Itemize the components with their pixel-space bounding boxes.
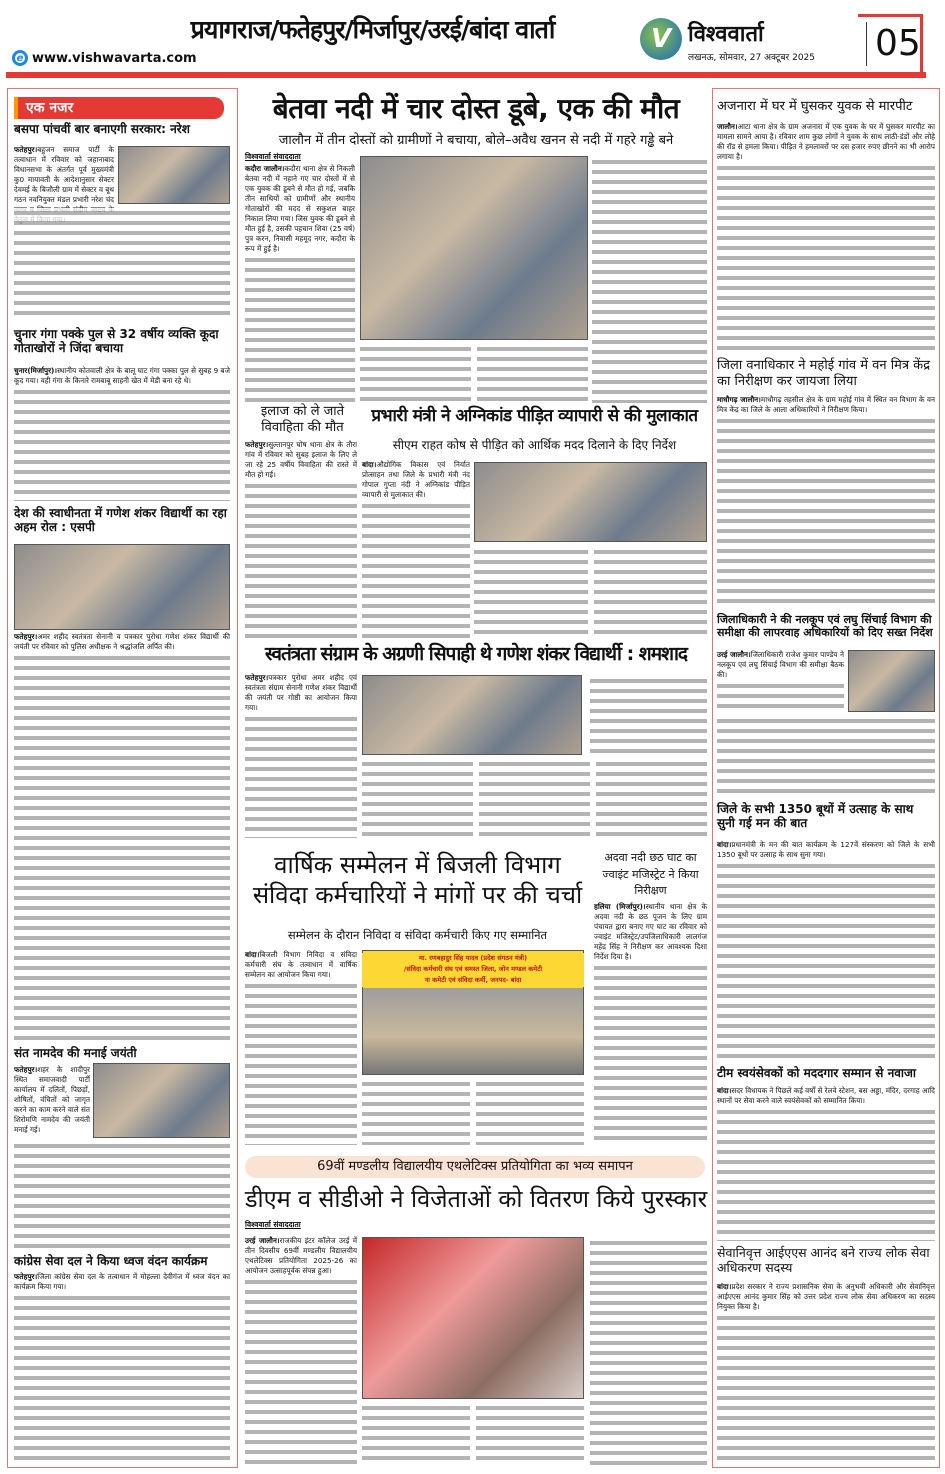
dateline: लखनऊ, सोमवार, 27 अक्टूबर 2025 — [688, 53, 815, 63]
lead-subhead: जालौन में तीन दोस्तों को ग्रामीणों ने बचाया, बोले–अवैध खनन से नदी में गहरे गड्ढे बने — [278, 133, 674, 148]
article-body: बांदा।सदर विधायक ने पिछले कई वर्षों से रेलवे स्टेशन, बस अड्डा, मंदिर, दरगाह आदि स्थानों पर सेवा करने वाले स्वयंसेवकों को सम्मानित किया। — [717, 1086, 935, 1241]
article-body-cont — [14, 207, 230, 319]
website-url: www.vishwavarta.com — [32, 50, 197, 66]
article-headline: वार्षिक सम्मेलन में बिजली विभाग संविदा कर्मचारियों ने मांगों पर की चर्चा — [252, 851, 583, 909]
section-label: एक नजर — [14, 97, 224, 119]
article-body: फतेहपुर।पत्रकार पुरोधा अमर शहीद एवं स्वतंत्रता संग्राम सेनानी गणेश शंकर विद्यार्थी की जयंती पर गोष्ठी का आयोजन किया गया। — [245, 673, 357, 838]
article-body: बांदा।प्रदेश सरकार ने राज्य प्रशासनिक सेवा के अनुभवी अधिकारी और सेवानिवृत्त आईएएस आनंद कुमार सिंह को उत्तर प्रदेश राज्य लोक सेवा अधिकरण का सदस्य नियुक्त किया है। — [717, 1282, 935, 1464]
article-body: उरई जालौन।राजकीय इंटर कॉलेज उरई में तीन दिवसीय 69वीं मण्डलीय विद्यालयीय एथलेटिक्स प्रतियोगिता 2025-26 का आयोजन उत्साहपूर्वक संपन्न हुआ। — [245, 1236, 357, 1466]
article-body-cont — [362, 1078, 584, 1145]
lead-photo — [360, 156, 588, 340]
header-divider — [6, 72, 926, 78]
byline: विश्ववार्ता संवाददाता — [245, 152, 301, 161]
article-headline: टीम स्वयंसेवकों को मददगार सम्मान से नवाजा — [717, 1066, 917, 1080]
article-subhead: सम्मेलन के दौरान निविदा व संविदा कर्मचारी किए गए सम्मानित — [287, 928, 548, 942]
article-headline: जिला वनाधिकार ने महोई गांव में वन मित्र केंद्र का निरीक्षण कर जायजा लिया — [717, 358, 931, 389]
brand-logo-icon: V — [640, 18, 682, 60]
article-headline: इलाज को ले जाते विवाहिता की मौत — [260, 404, 345, 435]
article-headline: डीएम व सीडीओ ने विजेताओं को वितरण किये पुरस्कार — [245, 1184, 696, 1216]
article-body: फतेहपुर।जिला कांग्रेस सेवा दल के तत्वाधान में मोहल्ला देवीगंज में ध्वज वंदन का कार्यक्रम किया गया। — [14, 1272, 230, 1464]
article-body: फतेहपुर।बहुजन समाज पार्टी के तत्वाधान में रविवार को जहानाबाद विधानसभा के अंतर्गत पूर्व मुख्यमंत्री कु0 मायावती के आदेशानुसार सेक्टर देवमई के बिजौली ग्राम में सेक्टर व बूथ गठन नवनियुक्त मंडल प्रभारी नरेश चंद — [14, 145, 114, 204]
lead-body-cont — [592, 156, 707, 403]
article-photo — [14, 544, 230, 630]
browser-icon: e — [12, 50, 28, 66]
edition-title: प्रयागराज/फतेहपुर/मिर्जापुर/उरई/बांदा वार्ता — [190, 15, 555, 44]
article-headline: चुनार गंगा पक्के पुल से 32 वर्षीय व्यक्ति कूदा गोताखोरों ने जिंदा बचाया — [14, 327, 219, 356]
article-body: बांदा।बिजली विभाग निविदा व संविदा कर्मचारी संघ के तत्वाधान में वार्षिक सम्मेलन का आयोजन किया गया। — [245, 950, 357, 1145]
article-headline: प्रभारी मंत्री ने अग्निकांड पीड़ित व्यापारी से की मुलाकात — [371, 406, 698, 426]
photo-banner: मा. रणबहादुर सिंह यादव (प्रदेश संगठन मंत्री) /संविदा कर्मचारी संघ एवं समस्त जिला, जोन मण्डल कमेटी ना कमेटी एवं संविदा कर्मी, जनपद- बांदा — [362, 953, 584, 987]
article-body: फतेहपुर।अमर शहीद स्वतंत्रता सेनानी व पत्रकार पुरोधा गणेश शंकर विद्यार्थी की जयंती पर रविवार को पुलिस अधीक्षक ने श्रद्धांजलि अर्पित की। — [14, 632, 230, 1042]
article-subhead: सीएम राहत कोष से पीड़ित को आर्थिक मदद दिलाने के दिए निर्देश — [392, 438, 677, 452]
article-body: चुनार(मिर्जापुर)।स्थानीय कोतवाली क्षेत्र के बालू घाट गंगा पक्का पुल से सुबह 9 बजे कूद गया। वही गंगा के किनारे रामबाबू साहनी खेत में मेडी बना रहे थे। — [14, 366, 230, 501]
article-body: माधौगढ़ जालौन।माधौगढ़ तहसील क्षेत्र के ग्राम महोई गांव में स्थित वन विभाग के वन मित्र केंद्र का जिले के आला अधिकारियों ने निरीक्षण किया। — [717, 395, 935, 605]
article-body: बांदा।प्रधानमंत्री के मन की बात कार्यक्रम के 127वें संस्करण को जिले के सभी 1350 बूथों पर उत्साह के साथ सुना गया। — [717, 840, 935, 1062]
article-headline: स्वतंत्रता संग्राम के अग्रणी सिपाही थे गणेश शंकर विद्यार्थी : शमशाद — [264, 643, 687, 665]
article-headline: सेवानिवृत्त आईएएस आनंद बने राज्य लोक सेवा अधिकरण सदस्य — [717, 1245, 930, 1275]
article-body: हलिया (मिर्जापुर)।स्थानीय थाना क्षेत्र के अदवा नदी के छठ पूजन के लिए ग्राम पंचायत द्वारा बनाए गए घाट का रविवार को ज्वाइंट मजिस्ट्रेट/उपजिलाधिकारी लालगंज महेंद्र सिंह ने निरीक्षण कर आवश्यक दिशा निर्देश दिया है। — [594, 902, 707, 1145]
article-photo — [362, 675, 582, 755]
article-body: फतेहपुर।शहर के शादीपुर स्थित समाजवादी पार्टी कार्यालय में दलितों, पिछड़ों, शोषितों, वंचितों को जागृत करने का काम करने वाले संत शिरोमणि नामदेव की जयंती मनाई गई। — [14, 1065, 90, 1134]
article-photo — [93, 1063, 230, 1138]
article-body: बांदा।औद्योगिक विकास एवं निर्यात प्रोत्साहन तथा जिले के प्रभारी मंत्री नंद गोपाल गुप्ता नंदी ने अग्निकांड पीड़ित व्यापारी से मुलाकात की। — [362, 460, 470, 640]
website-link[interactable] — [12, 50, 197, 66]
article-headline: देश की स्वाधीनता में गणेश शंकर विद्यार्थी का रहा अहम रोल : एसपी — [14, 506, 227, 535]
article-headline: अदवा नदी छठ घाट का ज्वाइंट मजिस्ट्रेट ने किया निरीक्षण — [602, 851, 699, 897]
article-body-cont — [474, 546, 707, 640]
article-headline: अजनारा में घर में घुसकर युवक से मारपीट — [717, 99, 913, 114]
lead-body-cont — [360, 343, 588, 403]
article-body-cont — [590, 1237, 707, 1466]
article-body-cont — [14, 1140, 230, 1250]
article-photo — [362, 1237, 584, 1399]
article-body-cont — [362, 758, 707, 838]
article-headline: जिलाधिकारी ने की नलकूप एवं लघु सिंचाई विभाग की समीक्षा की लापरवाह अधिकारियों को दिए सख्त निर्देश — [717, 613, 933, 640]
article-body: उरई जालौन।जिलाधिकारी राजेश कुमार पाण्डेय ने नलकूप एवं लघु सिंचाई विभाग की समीक्षा बैठक की। — [717, 650, 844, 712]
article-body: जालौन।आटा थाना क्षेत्र के ग्राम अजनारा में एक युवक के घर में घुसकर मारपीट का मामला सामने आया है। रविवार शाम कुछ लोगों ने युवक के साथ लाठी-डंडों और लोहे की रॉड से हमला किया। पीड़ित ने हमलावरों पर दस हजार रुपए छीनने का भी आरोप लगाया है। — [717, 122, 935, 352]
article-photo — [848, 650, 935, 712]
article-photo — [118, 146, 230, 204]
article-photo — [474, 462, 707, 542]
article-body: फतेहपुर।सुल्तानपुर घोष थाना क्षेत्र के तौरा गांव में रविवार को सुबह इलाज के लिए ले जा रहे 25 वर्षीय विवाहिता की रास्ते में मौत हो गई। — [245, 440, 357, 640]
article-body-cont — [362, 1402, 584, 1466]
article-headline: जिले के सभी 1350 बूथों में उत्साह के साथ सुनी गई मन की बात — [717, 802, 914, 831]
article-body-cont — [590, 675, 707, 755]
byline: विश्ववार्ता संवाददाता — [245, 1220, 301, 1229]
article-body-cont — [717, 715, 935, 797]
article-headline: कांग्रेस सेवा दल ने किया ध्वज वंदन कार्यक्रम — [14, 1254, 208, 1268]
article-headline: बसपा पांचवीं बार बनाएगी सरकार: नरेश — [14, 122, 190, 136]
lead-headline: बेतवा नदी में चार दोस्त डूबे, एक की मौत — [272, 92, 680, 125]
kicker-banner: 69वीं मण्डलीय विद्यालयीय एथलेटिक्स प्रतियोगिता का भव्य समापन — [245, 1156, 705, 1178]
page-number: 05 — [866, 22, 921, 66]
article-headline: संत नामदेव की मनाई जयंती — [14, 1046, 137, 1060]
brand-name: विश्ववार्ता — [688, 22, 764, 47]
lead-body: कदौरा जालौन।कदौरा थाना क्षेत्र से निकली बेतवा नदी में नहाने गए चार दोस्तों में से एक युवक की डूबने से मौत हो गई, जबकि तीन साथियों को ग्रामीणों और स्थानीय गोताखोरों की मदद से सकुशल बाहर निकाल लिया गया। जिस युवक की डूबने से मौत हुई है, उसकी पहचान शिवा (25 वर्ष) पुत्र करन, निवासी महमूद नगर, कदौरा के रूप में हुई है। — [245, 164, 355, 403]
